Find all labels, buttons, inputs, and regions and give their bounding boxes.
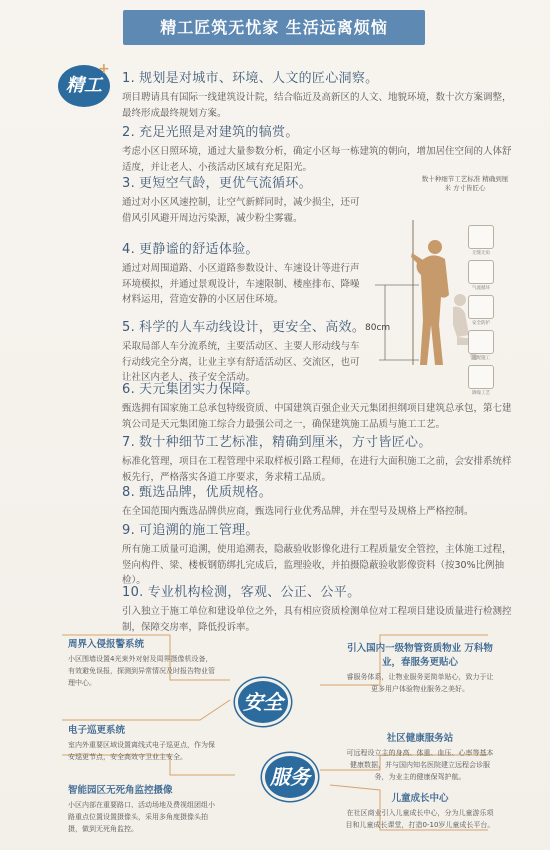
service-item-title: 儿童成长中心 xyxy=(391,793,449,804)
section-title: 更静谧的舒适体验。 xyxy=(139,242,259,257)
section-6 xyxy=(122,378,512,432)
section-body: 甄选拥有国家施工总承包特级资质、中国建筑百强企业天元集团担纲项目建筑总承包，第七建筑公司是天元集团施工综合力最强公司之一，确保建筑施工品质与施工工艺。 xyxy=(122,403,512,430)
section-number: 10. xyxy=(122,585,144,600)
feature-icon xyxy=(468,295,494,319)
feature-icon xyxy=(468,260,494,284)
security-label: 安全 xyxy=(243,690,283,714)
section-body: 在全国范围内甄选品牌供应商，甄选同行业优秀品牌，并在型号及规格上严格控制。 xyxy=(122,506,474,517)
section-title: 数十种细节工艺标准，精确到厘米，方寸皆匠心。 xyxy=(139,435,432,450)
page-title: 精工匠筑无忧家 生活远离烦恼 xyxy=(160,18,388,37)
section-title: 充足光照是对建筑的犒赏。 xyxy=(139,125,299,140)
badge-plus: + xyxy=(98,61,110,77)
service-item-body: 睿服务体系，让物业服务更简单贴心，致力于让更多用户体验物业服务之美好。 xyxy=(346,673,494,693)
feature-icon-label: 降噪工艺 xyxy=(472,391,490,396)
feature-icon-label: 安全防护 xyxy=(472,321,490,326)
feature-icon xyxy=(468,330,494,354)
section-title: 天元集团实力保障。 xyxy=(139,382,259,397)
title-bar xyxy=(123,10,425,45)
section-title: 规划是对城市、环境、人文的匠心洞察。 xyxy=(139,71,379,86)
security-circle xyxy=(235,678,291,726)
section-title: 专业机构检测，客观、公正、公平。 xyxy=(147,585,361,600)
section-number: 1. xyxy=(122,71,136,86)
section-9 xyxy=(122,519,512,589)
section-number: 8. xyxy=(122,485,136,500)
bottom-section xyxy=(0,630,550,850)
section-body: 通过对周围道路、小区道路参数设计、车速设计等进行声环境模拟，并通过景观设计，车速限制、楼座排布、降噪材料运用，营造安静的小区居住环境。 xyxy=(122,263,360,305)
service-item-title: 社区健康服务站 xyxy=(386,733,454,744)
security-item-body: 小区围墙设置4光束外对射及周界摄像机设备，有效避免误报，探测到异常情况及时报告物业管理中心。 xyxy=(68,655,215,687)
feature-icon-label: 适配施工 xyxy=(472,356,490,361)
service-label: 服务 xyxy=(270,765,310,789)
feature-icon-label: 气流循环 xyxy=(472,286,490,291)
height-label: 80cm xyxy=(365,323,391,333)
section-title: 甄选品牌，优质规格。 xyxy=(139,485,273,500)
security-item-title: 电子巡更系统 xyxy=(68,725,126,736)
service-item-3 xyxy=(345,790,495,831)
section-body: 标准化管理，项目在工程管理中采取样板引路工程师，在进行大面积施工之前，会安排系统样板先行，严格落实各道工序要求，务求精工品质。 xyxy=(122,456,512,483)
section-body: 引入独立于施工单位和建设单位之外，具有相应资质检测单位对工程项目建设质量进行检测控制，保障交房率，降低投诉率。 xyxy=(122,606,512,633)
security-item-body: 室内外重要区域设置离线式电子巡更点，作为保安巡更节点，安全高效守卫业主安全。 xyxy=(68,741,215,761)
security-item-title: 周界入侵报警系统 xyxy=(68,639,145,650)
service-item-2 xyxy=(345,730,495,783)
section-title: 可追溯的施工管理。 xyxy=(139,523,259,538)
figure-illustration xyxy=(365,175,515,396)
section-2 xyxy=(122,121,512,175)
section-body: 考虑小区日照环境，通过大量参数分析，确定小区每一栋建筑的朝向，增加居住空间的人体舒适度，并让老人、小孩活动区域有充足阳光。 xyxy=(122,146,512,173)
section-number: 7. xyxy=(122,435,136,450)
service-item-1 xyxy=(345,640,495,695)
section-number: 9. xyxy=(122,523,136,538)
section-8 xyxy=(122,481,512,520)
section-body: 项目聘请具有国际一线建筑设计院，结合临近及高新区的人文、地貌环境，数十次方案调整，最终形成最终规划方案。 xyxy=(122,92,512,119)
section-number: 2. xyxy=(122,125,136,140)
service-item-body: 在社区商业引入儿童成长中心，分为儿童游乐项目和儿童成长课堂，打造0-10岁儿童成长平台。 xyxy=(345,809,495,829)
figure-caption: 数十种细节工艺标准 精确到厘米 方寸皆匠心 xyxy=(421,175,509,192)
service-item-title: 引入国内一级物管资质物业 万科物业，春服务更贴心 xyxy=(347,643,493,668)
security-item-title: 智能园区无死角监控摄像 xyxy=(68,785,173,796)
standing-person-icon xyxy=(411,240,449,365)
section-body: 采取局部人车分流系统，主要活动区、主要人形动线与车行动线完全分离，让业主享有舒适活动区、交流区，也可让社区内老人、孩子安全活动。 xyxy=(122,341,360,383)
section-1 xyxy=(122,67,512,121)
feature-icon-label: 无缝无角 xyxy=(472,251,490,256)
security-item-1 xyxy=(68,636,218,689)
section-number: 3. xyxy=(122,176,136,191)
service-item-body: 可远程设立主的身高、体重、血压、心率等基本健康数据，并与国内知名医院建立远程会诊服务，为业主的健康保驾护航。 xyxy=(346,749,494,781)
section-number: 4. xyxy=(122,242,136,257)
section-number: 5. xyxy=(122,320,136,335)
section-body: 所有施工质量可追溯，使用追溯表，隐蔽验收影像化进行工程质量安全管控，主体施工过程，竖向构件、梁、楼板钢筋绑扎完成后，监理验收，并拍摄隐蔽验收影像资料（按30%比例抽检）。 xyxy=(122,544,512,586)
figure-icon-column xyxy=(468,225,498,400)
feature-icon xyxy=(468,225,494,249)
feature-icon xyxy=(468,365,494,389)
section-10 xyxy=(122,581,512,635)
section-body: 通过对小区风速控制，让空气新鲜同时，减少损尘，还可借风引风避开周边污染源，减少粉尘雾霾。 xyxy=(122,197,360,224)
security-item-body: 小区内部在重要路口、活动场地及费视组团组小路重点位置设置摄像头，采用多角度摄像头拍摄，做到无死角监控。 xyxy=(68,801,215,833)
section-title: 更短空气龄，更优气流循环。 xyxy=(139,176,312,191)
badge-label: 精工 xyxy=(66,75,102,96)
security-item-3 xyxy=(68,782,218,835)
section-7 xyxy=(122,431,512,485)
service-circle xyxy=(262,753,318,801)
section-number: 6. xyxy=(122,382,136,397)
section-title: 科学的人车动线设计，更安全、高效。 xyxy=(139,320,366,335)
security-item-2 xyxy=(68,722,218,763)
